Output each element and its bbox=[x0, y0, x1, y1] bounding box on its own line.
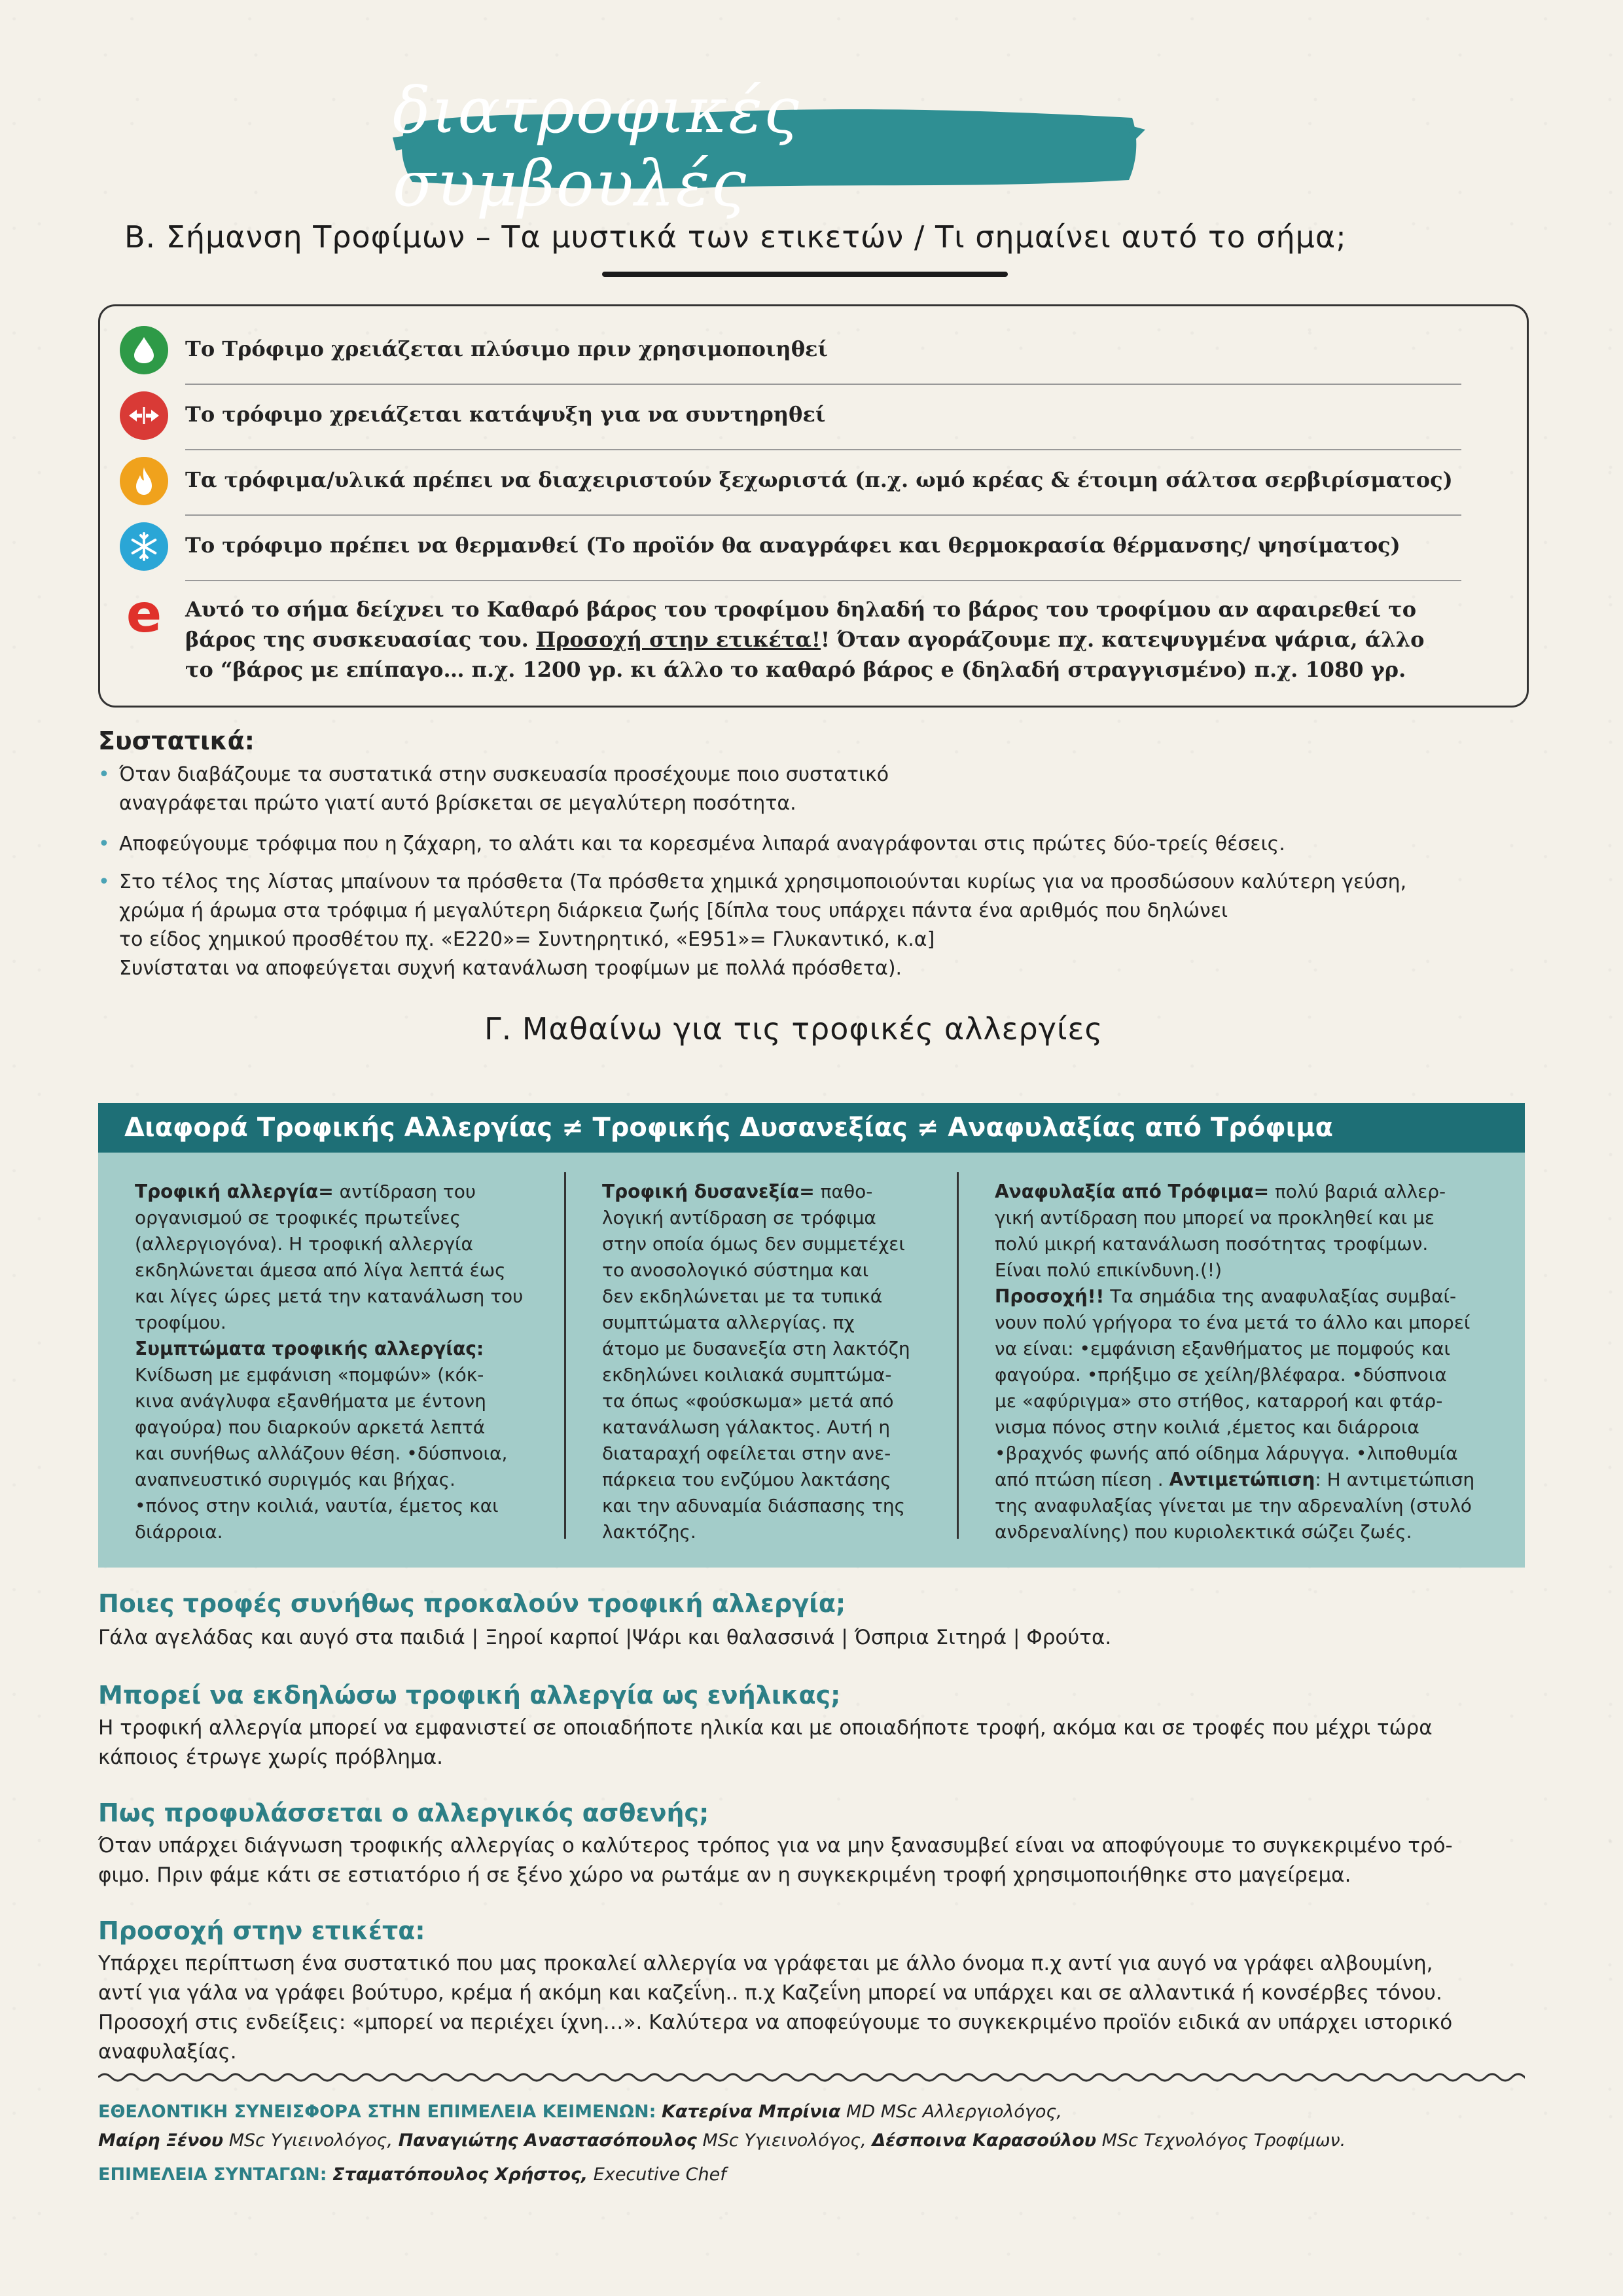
faq-answer: Γάλα αγελάδας και αυγό στα παιδιά | Ξηροί καρποί |Ψάρι και θαλασσινά | Όσπρια Σιτηρά | Φρούτα. bbox=[98, 1626, 1112, 1649]
faq-answer: Η τροφική αλλεργία μπορεί να εμφανιστεί σε οποιαδήποτε ηλικία και με οποιαδήποτε τροφή, ακόμα και σε τροφές που μέχρι τώρα κάποιος έτρωγε χωρίς πρόβλημα. bbox=[98, 1716, 1433, 1769]
comparison-header: Διαφορά Τροφικής Αλλεργίας ≠ Τροφικής Δυσανεξίας ≠ Αναφυλαξίας από Τρόφιμα bbox=[98, 1103, 1525, 1153]
column-intolerance: Τροφική δυσανεξία= παθο- λογική αντίδραση σε τρόφιμα στην οποία όμως δεν συμμετέχει το ανοσολογικό σύστημα και δεν εκδηλώνεται με τα τυπικά συμπτώματα αλλεργίας. πχ άτομο με δυσανεξία στη λακτόζη εκδηλώνει κοιλιακά συμπτώμα- τα όπως «φούσκωμα» μετά από κατανάλωση γάλακτος. Αυτή η διαταραχή οφείλεται στην ανε- πάρκεια του ενζύμου λακτάσης και την αδυναμία διάσπασης της λακτόζης. bbox=[602, 1181, 910, 1543]
snowflake-icon bbox=[120, 522, 168, 571]
column-allergy: Τροφική αλλεργία= αντίδραση του οργανισμού σε τροφικές πρωτεΐνες (αλλεργιογόνα). Η τροφική αλλεργία εκδηλώνεται άμεσα από λίγα λεπτά έως και λίγες ώρες μετά την κατανάλωση του τροφίμου. Συμπτώματα τροφικής αλλεργίας: Κνίδωση με εμφάνιση «πομφών» (κόκ- κινα ανάγλυφα εξανθήματα με έντονη φαγούρα) που διαρκούν αρκετά λεπτά και συνήθως αλλάζουν θέση. •δύσπνοια, αναπνευστικό συριγμός και βήχας. •πόνος στην κοιλιά, ναυτία, έμετος και διάρροια. bbox=[135, 1181, 524, 1543]
section-b-underline bbox=[602, 272, 1008, 277]
divider bbox=[185, 580, 1461, 581]
wave-divider bbox=[98, 2070, 1525, 2085]
divider bbox=[185, 384, 1461, 385]
faq-question: Προσοχή στην ετικέτα: bbox=[98, 1916, 425, 1945]
faq-answer: Όταν υπάρχει διάγνωση τροφικής αλλεργίας ο καλύτερος τρόπος για να μην ξανασυμβεί είναι να αποφύγουμε το συγκεκριμένο τρό- φιμο. Πριν φάμε κάτι σε εστιατόριο ή σε ξένο χώρο να ρωτάμε αν η συγκεκριμένη τροφή χρησιμοποιήθηκε στο μαγείρεμα. bbox=[98, 1834, 1453, 1887]
faq-question: Ποιες τροφές συνήθως προκαλούν τροφική αλλεργία; bbox=[98, 1589, 846, 1618]
page-title: διατροφικές συμβουλές bbox=[393, 74, 800, 221]
section-g-heading: Γ. Μαθαίνω για τις τροφικές αλλεργίες bbox=[484, 1011, 1103, 1047]
faq-question: Πως προφυλάσσεται ο αλλεργικός ασθενής; bbox=[98, 1799, 709, 1827]
column-divider bbox=[957, 1172, 959, 1539]
bullet-dot: • bbox=[98, 833, 110, 855]
credits: ΕΘΕΛΟΝΤΙΚΗ ΣΥΝΕΙΣΦΟΡΑ ΣΤΗΝ ΕΠΙΜΕΛΕΙΑ ΚΕΙΜΕΝΩΝ: Κατερίνα Μπρίνια MD MSc Αλλεργιολόγος, Μαίρη Ξένου MSc Υγιεινολόγος, Παναγιώτης Αναστασόπουλος MSc Υγιεινολόγος, Δέσποινα Καρασούλου MSc Τεχνολόγος Τροφίμων. ΕΠΙΜΕΛΕΙΑ ΣΥΝΤΑΓΩΝ: Σταματόπουλος Χρήστος, Executive Chef bbox=[98, 2102, 1346, 2185]
section-b-heading: Β. Σήμανση Τροφίμων – Τα μυστικά των ετικετών / Τι σημαίνει αυτό το σήμα; bbox=[124, 219, 1347, 255]
label-warning: Προσοχή στην ετικέτα! bbox=[535, 627, 821, 652]
credits-caption: ΕΠΙΜΕΛΕΙΑ ΣΥΝΤΑΓΩΝ: bbox=[98, 2164, 327, 2185]
defrost-arrows-icon bbox=[120, 391, 168, 440]
label-text: Το τρόφιμο χρειάζεται κατάψυξη για να συντηρηθεί bbox=[185, 402, 826, 427]
divider bbox=[185, 449, 1461, 450]
label-text: Τα τρόφιμα/υλικά πρέπει να διαχειριστούν ξεχωριστά (π.χ. ωμό κρέας & έτοιμη σάλτσα σερβιρίσματος) bbox=[185, 467, 1453, 492]
flame-icon bbox=[120, 457, 168, 505]
bullet-dot: • bbox=[98, 763, 110, 786]
ingredients-heading: Συστατικά: bbox=[98, 726, 255, 755]
column-divider bbox=[564, 1172, 566, 1539]
credits-caption: ΕΘΕΛΟΝΤΙΚΗ ΣΥΝΕΙΣΦΟΡΑ ΣΤΗΝ ΕΠΙΜΕΛΕΙΑ ΚΕΙΜΕΝΩΝ: bbox=[98, 2102, 656, 2122]
faq-answer: Υπάρχει περίπτωση ένα συστατικό που μας προκαλεί αλλεργία να γράφεται με άλλο όνομα π.χ αντί για αυγό να γράφει αλβουμίνη, αντί για γάλα να γράφει βούτυρο, κρέμα ή ακόμη και καζεΐνη.. π.χ Καζεΐνη μπορεί να υπάρχει και σε αλλαντικά ή κονσέρβες τόνου. Προσοχή στις ενδείξεις: «μπορεί να περιέχει ίχνη…». Καλύτερα να αποφεύγουμε το συγκεκριμένο προϊόν ειδικά αν υπάρχει ιστορικό αναφυλαξίας. bbox=[98, 1952, 1453, 2064]
water-drop-icon bbox=[120, 326, 168, 374]
bullet-dot: • bbox=[98, 870, 110, 893]
column-anaphylaxis: Αναφυλαξία από Τρόφιμα= πολύ βαριά αλλερ- γική αντίδραση που μπορεί να προκληθεί και με πολύ μικρή κατανάλωση ποσότητας τροφίμων. Είναι πολύ επικίνδυνη.(!) Προσοχή!! Τα σημάδια της αναφυλαξίας συμβαί- νουν πολύ γρήγορα το ένα μετά το άλλο και μπορεί να είναι: •εμφάνιση εξανθήματος με πομφούς και φαγούρα. •πρήξιμο σε χείλη/βλέφαρα. •δύσπνοια με «αφύριγμα» στο στήθος, καταρροή και φτάρ- νισμα πόνος στην κοιλιά ,έμετος και διάρροια •βραχνός φωνής από οίδημα λάρυγγα. •λιποθυμία από πτώση πίεση . Αντιμετώπιση: Η αντιμετώπιση της αναφυλαξίας γίνεται με την αδρεναλίνη (στυλό ανδρεναλίνης) που κυριολεκτικά σώζει ζωές. bbox=[995, 1181, 1475, 1543]
e-mark-text: Αυτό το σήμα δείχνει το Καθαρό βάρος του τροφίμου δηλαδή το βάρος του τροφίμου αν αφαιρεθεί το βάρος της συσκευασίας του. Προσοχή στην ετικέτα!! Όταν αγοράζουμε πχ. κατεψυγμένα ψάρια, άλλο το “βάρος με επίπαγο… π.χ. 1200 γρ. κι άλλο το καθαρό βάρος e (δηλαδή στραγγισμένο) π.χ. 1080 γρ. bbox=[185, 597, 1425, 682]
divider bbox=[185, 514, 1461, 516]
comparison-body bbox=[98, 1153, 1525, 1568]
labels-box bbox=[98, 304, 1529, 708]
label-text: Το τρόφιμο πρέπει να θερμανθεί (Το προϊόν θα αναγράφει και θερμοκρασία θέρμανσης/ ψησίματος) bbox=[185, 533, 1400, 558]
title-banner bbox=[393, 74, 1145, 221]
e-mark-icon: e bbox=[126, 583, 162, 644]
faq-question: Μπορεί να εκδηλώσω τροφική αλλεργία ως ενήλικας; bbox=[98, 1681, 841, 1710]
label-text: Το Τρόφιμο χρειάζεται πλύσιμο πριν χρησιμοποιηθεί bbox=[185, 336, 828, 361]
